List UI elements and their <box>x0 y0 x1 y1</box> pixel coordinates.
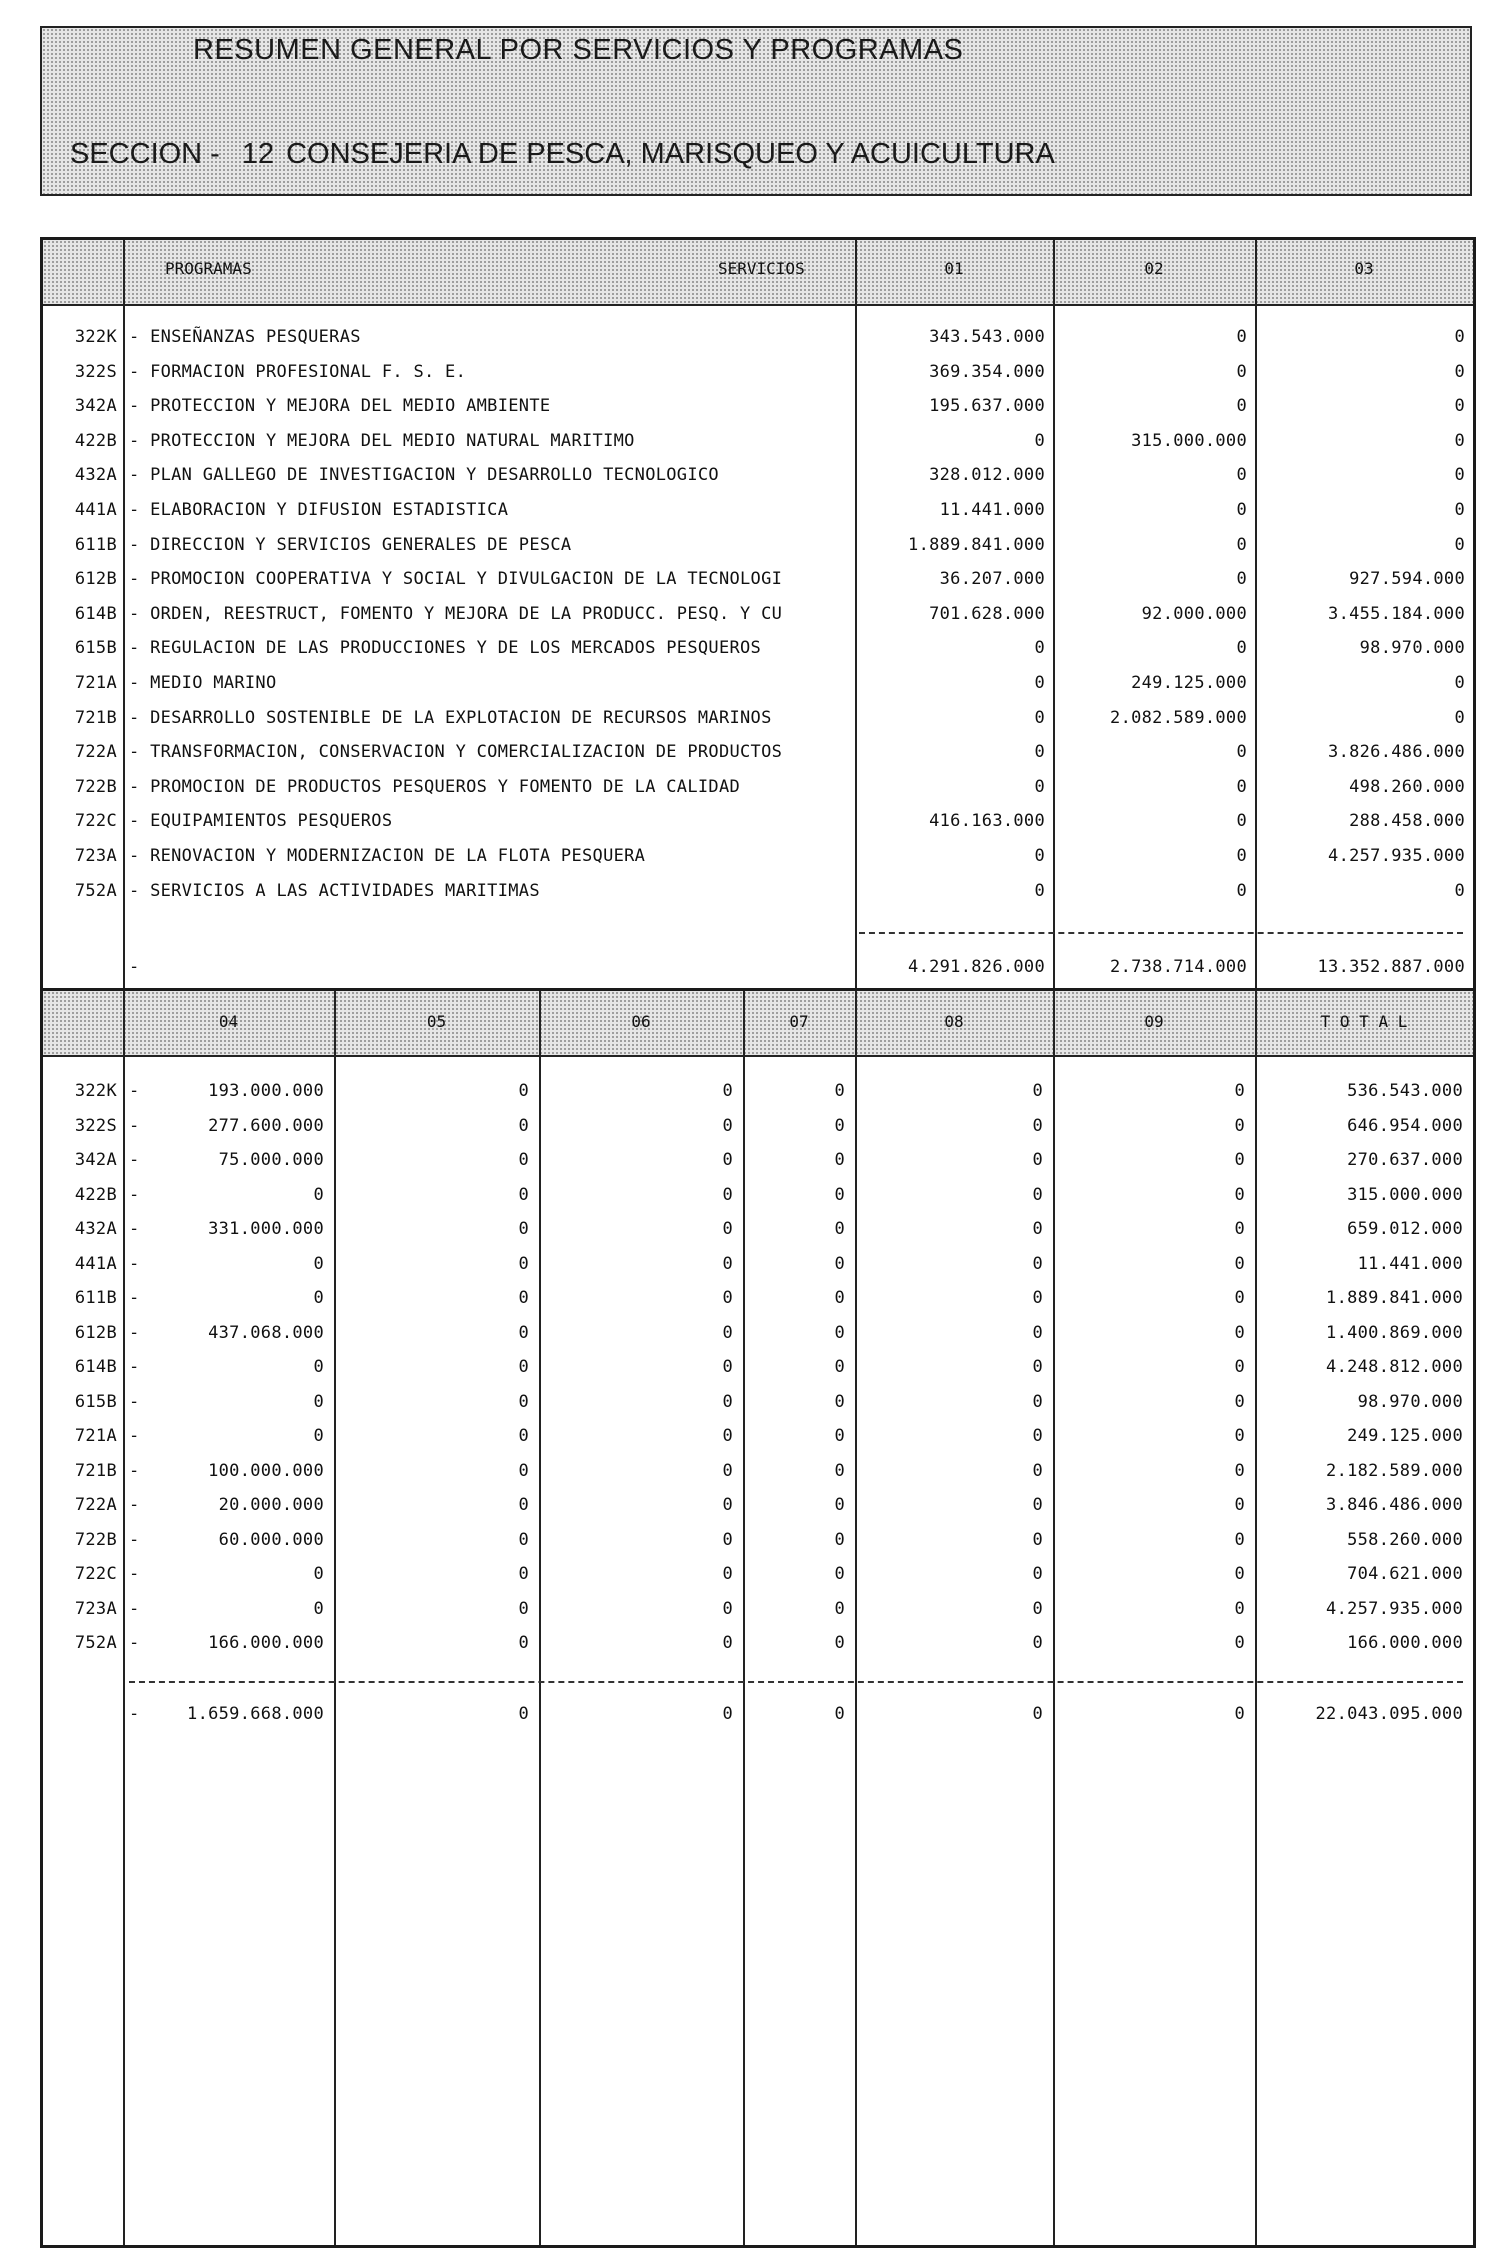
row-value: 0 <box>1234 1495 1245 1515</box>
row-value: 0 <box>1234 1633 1245 1653</box>
row-value: 0 <box>1032 1150 1043 1170</box>
row-value: 0 <box>1032 1460 1043 1481</box>
row-value: 4.257.935.000 <box>1328 846 1465 866</box>
row-dash: - <box>129 1564 140 1584</box>
report-title: RESUMEN GENERAL POR SERVICIOS Y PROGRAMAS <box>193 34 964 66</box>
row-dash: - <box>129 1426 140 1446</box>
row-value: 0 <box>1234 1598 1245 1619</box>
row-value: 0 <box>834 1184 845 1205</box>
row-description: - PROTECCION Y MEJORA DEL MEDIO AMBIENTE <box>129 396 551 417</box>
row-value: 0 <box>518 1357 529 1377</box>
row-value: 0 <box>518 1253 529 1274</box>
row-value: 249.125.000 <box>1131 673 1247 693</box>
total-value: 0 <box>518 1704 529 1724</box>
row-code: 615B <box>74 638 117 659</box>
row-value: 0 <box>1236 811 1247 832</box>
row-value: 11.441.000 <box>939 500 1045 520</box>
total-value: 13.352.887.000 <box>1317 957 1465 977</box>
row-value: 3.455.184.000 <box>1328 603 1465 624</box>
row-value: 0 <box>1236 534 1247 555</box>
row-code: 322K <box>74 327 117 347</box>
row-value: 315.000.000 <box>1131 430 1247 451</box>
row-value: 0 <box>1032 1391 1043 1412</box>
row-value: 0 <box>722 1426 733 1446</box>
row-value: 75.000.000 <box>218 1150 324 1170</box>
total-value: 1.659.668.000 <box>187 1704 324 1724</box>
row-code: 322K <box>74 1081 117 1101</box>
row-value: 0 <box>834 1564 845 1584</box>
header-servicios: SERVICIOS <box>718 259 805 278</box>
row-code: 322S <box>74 1115 117 1136</box>
row-value: 1.889.841.000 <box>908 534 1045 555</box>
row-code: 422B <box>74 1184 117 1205</box>
row-value: 100.000.000 <box>208 1460 324 1481</box>
row-value: 3.846.486.000 <box>1326 1495 1463 1515</box>
row-code: 722B <box>74 776 117 797</box>
row-value: 0 <box>834 1426 845 1446</box>
row-value: 0 <box>1236 846 1247 866</box>
row-value: 0 <box>1034 776 1045 797</box>
row-value: 0 <box>722 1322 733 1343</box>
row-code: 752A <box>74 1633 117 1653</box>
row-value: 0 <box>518 1391 529 1412</box>
row-value: 0 <box>518 1564 529 1584</box>
column-header: T O T A L <box>1320 1012 1408 1031</box>
row-code: 612B <box>74 1322 117 1343</box>
row-value: 0 <box>722 1288 733 1308</box>
row-value: 0 <box>834 1391 845 1412</box>
row-code: 432A <box>74 465 117 486</box>
row-value: 0 <box>834 1288 845 1308</box>
row-dash: - <box>129 1288 140 1308</box>
row-value: 36.207.000 <box>939 569 1045 590</box>
row-value: 0 <box>722 1598 733 1619</box>
row-value: 0 <box>1236 327 1247 347</box>
row-value: 701.628.000 <box>929 603 1045 624</box>
row-dash: - <box>129 1357 140 1377</box>
row-value: 0 <box>518 1081 529 1101</box>
row-value: 0 <box>1236 638 1247 659</box>
row-value: 195.637.000 <box>929 396 1045 417</box>
row-value: 0 <box>518 1219 529 1239</box>
row-value: 249.125.000 <box>1347 1426 1463 1446</box>
row-value: 0 <box>1032 1357 1043 1377</box>
row-dash: - <box>129 1253 140 1274</box>
row-value: 0 <box>722 1357 733 1377</box>
row-value: 646.954.000 <box>1347 1115 1463 1136</box>
row-description: - ORDEN, REESTRUCT, FOMENTO Y MEJORA DE LA PRODUCC. PESQ. Y CU <box>129 603 783 624</box>
row-value: 0 <box>722 1529 733 1550</box>
row-value: 0 <box>518 1184 529 1205</box>
row-value: 0 <box>1236 880 1247 901</box>
row-value: 0 <box>1236 465 1247 486</box>
row-value: 0 <box>1032 1253 1043 1274</box>
column-header: 06 <box>631 1012 651 1031</box>
row-value: 0 <box>518 1150 529 1170</box>
row-dash: - <box>129 1081 140 1101</box>
row-value: 0 <box>518 1598 529 1619</box>
row-value: 498.260.000 <box>1349 776 1465 797</box>
row-value: 4.257.935.000 <box>1326 1598 1463 1619</box>
row-value: 0 <box>834 1495 845 1515</box>
row-value: 0 <box>722 1460 733 1481</box>
row-value: 558.260.000 <box>1347 1529 1463 1550</box>
row-value: 0 <box>1032 1633 1043 1653</box>
row-description: - DESARROLLO SOSTENIBLE DE LA EXPLOTACION DE RECURSOS MARINOS <box>129 707 772 728</box>
row-value: 166.000.000 <box>1347 1633 1463 1653</box>
row-description: - DIRECCION Y SERVICIOS GENERALES DE PESCA <box>129 534 572 555</box>
column-header: 03 <box>1354 259 1374 278</box>
row-value: 0 <box>1454 361 1465 382</box>
row-description: - MEDIO MARINO <box>129 673 277 693</box>
row-value: 0 <box>518 1115 529 1136</box>
total-value: 22.043.095.000 <box>1315 1704 1463 1724</box>
row-value: 0 <box>834 1357 845 1377</box>
row-code: 611B <box>74 1288 117 1308</box>
row-value: 343.543.000 <box>929 327 1045 347</box>
row-value: 0 <box>722 1391 733 1412</box>
row-value: 0 <box>1234 1219 1245 1239</box>
row-description: - SERVICIOS A LAS ACTIVIDADES MARITIMAS <box>129 880 540 901</box>
row-value: 331.000.000 <box>208 1219 324 1239</box>
row-code: 422B <box>74 430 117 451</box>
row-value: 0 <box>1234 1322 1245 1343</box>
column-header: 05 <box>426 1012 447 1031</box>
row-value: 0 <box>1034 638 1045 659</box>
row-value: 0 <box>313 1426 324 1446</box>
row-code: 722C <box>74 811 117 832</box>
row-dash: - <box>129 1460 140 1481</box>
row-value: 416.163.000 <box>929 811 1045 832</box>
row-value: 0 <box>1234 1115 1245 1136</box>
row-value: 0 <box>1034 430 1045 451</box>
row-value: 0 <box>1034 707 1045 728</box>
row-code: 723A <box>74 1598 117 1619</box>
row-code: 721A <box>74 1426 117 1446</box>
column-header: 01 <box>944 259 964 278</box>
row-dash: - <box>129 1115 140 1136</box>
row-value: 0 <box>518 1426 529 1446</box>
row-code: 441A <box>74 1253 117 1274</box>
column-header: 02 <box>1144 259 1164 278</box>
totals-dash: - <box>129 1704 140 1724</box>
row-value: 0 <box>1236 776 1247 797</box>
row-value: 0 <box>1234 1081 1245 1101</box>
row-value: 0 <box>1454 465 1465 486</box>
row-value: 536.543.000 <box>1347 1081 1463 1101</box>
row-value: 0 <box>1032 1081 1043 1101</box>
row-value: 0 <box>1454 673 1465 693</box>
row-value: 0 <box>1032 1495 1043 1515</box>
row-value: 0 <box>834 1460 845 1481</box>
row-code: 721B <box>74 707 117 728</box>
row-value: 166.000.000 <box>208 1633 324 1653</box>
row-value: 927.594.000 <box>1349 569 1465 590</box>
row-value: 0 <box>834 1081 845 1101</box>
row-description: - RENOVACION Y MODERNIZACION DE LA FLOTA PESQUERA <box>129 846 646 866</box>
row-code: 342A <box>74 396 117 417</box>
row-value: 0 <box>1234 1426 1245 1446</box>
row-value: 0 <box>1234 1529 1245 1550</box>
row-value: 0 <box>1236 569 1247 590</box>
row-code: 722C <box>74 1564 117 1584</box>
row-code: 432A <box>74 1219 117 1239</box>
row-dash: - <box>129 1633 140 1653</box>
row-value: 328.012.000 <box>929 465 1045 486</box>
row-dash: - <box>129 1598 140 1619</box>
row-value: 98.970.000 <box>1359 638 1465 659</box>
row-code: 723A <box>74 846 117 866</box>
row-value: 1.400.869.000 <box>1326 1322 1463 1343</box>
row-value: 0 <box>1234 1184 1245 1205</box>
row-value: 0 <box>1034 673 1045 693</box>
row-value: 0 <box>1032 1115 1043 1136</box>
row-code: 722A <box>74 742 117 763</box>
row-value: 0 <box>1032 1288 1043 1308</box>
row-value: 0 <box>1032 1322 1043 1343</box>
row-description: - PROTECCION Y MEJORA DEL MEDIO NATURAL MARITIMO <box>129 430 635 451</box>
row-value: 92.000.000 <box>1141 603 1247 624</box>
section-number: 12 <box>241 138 275 170</box>
total-value: 0 <box>722 1704 733 1724</box>
row-value: 704.621.000 <box>1347 1564 1463 1584</box>
row-value: 0 <box>518 1633 529 1653</box>
column-header: 08 <box>944 1012 964 1031</box>
row-value: 315.000.000 <box>1347 1184 1463 1205</box>
row-code: 614B <box>74 1357 117 1377</box>
row-value: 0 <box>834 1598 845 1619</box>
row-description: - EQUIPAMIENTOS PESQUEROS <box>129 811 393 832</box>
services-table-bottom <box>40 988 1476 2248</box>
section-line <box>70 138 1077 171</box>
row-value: 659.012.000 <box>1347 1219 1463 1239</box>
row-value: 0 <box>722 1219 733 1239</box>
row-value: 0 <box>722 1081 733 1101</box>
totals-separator <box>859 932 1463 934</box>
total-value: 2.738.714.000 <box>1110 957 1247 977</box>
row-value: 2.182.589.000 <box>1326 1460 1463 1481</box>
section-label: SECCION - <box>70 138 220 170</box>
row-value: 0 <box>1032 1598 1043 1619</box>
row-value: 0 <box>518 1495 529 1515</box>
row-value: 0 <box>518 1460 529 1481</box>
row-value: 60.000.000 <box>218 1529 324 1550</box>
row-value: 0 <box>313 1184 324 1205</box>
row-value: 0 <box>1234 1391 1245 1412</box>
row-value: 193.000.000 <box>208 1081 324 1101</box>
row-value: 0 <box>722 1115 733 1136</box>
row-value: 0 <box>1034 880 1045 901</box>
row-value: 20.000.000 <box>218 1495 324 1515</box>
row-code: 722A <box>74 1495 117 1515</box>
row-value: 0 <box>834 1219 845 1239</box>
row-code: 752A <box>74 880 117 901</box>
row-dash: - <box>129 1322 140 1343</box>
row-value: 0 <box>1454 396 1465 417</box>
row-value: 270.637.000 <box>1347 1150 1463 1170</box>
row-value: 369.354.000 <box>929 361 1045 382</box>
row-value: 0 <box>1454 534 1465 555</box>
row-value: 0 <box>1454 500 1465 520</box>
row-value: 0 <box>1034 742 1045 763</box>
row-description: - PROMOCION COOPERATIVA Y SOCIAL Y DIVULGACION DE LA TECNOLOGI <box>129 569 783 590</box>
row-dash: - <box>129 1184 140 1205</box>
row-value: 0 <box>1236 396 1247 417</box>
row-value: 0 <box>1234 1253 1245 1274</box>
row-value: 98.970.000 <box>1357 1391 1463 1412</box>
row-value: 0 <box>313 1391 324 1412</box>
row-value: 0 <box>1454 430 1465 451</box>
row-dash: - <box>129 1150 140 1170</box>
row-value: 0 <box>722 1564 733 1584</box>
row-description: - FORMACION PROFESIONAL F. S. E. <box>129 361 467 382</box>
row-value: 0 <box>1234 1357 1245 1377</box>
row-value: 0 <box>313 1288 324 1308</box>
row-value: 0 <box>1032 1184 1043 1205</box>
total-value: 0 <box>1032 1704 1043 1724</box>
row-value: 0 <box>1236 500 1247 520</box>
row-value: 0 <box>834 1633 845 1653</box>
row-value: 1.889.841.000 <box>1326 1288 1463 1308</box>
row-dash: - <box>129 1529 140 1550</box>
row-value: 277.600.000 <box>208 1115 324 1136</box>
row-value: 0 <box>1454 880 1465 901</box>
row-code: 721A <box>74 673 117 693</box>
row-code: 721B <box>74 1460 117 1481</box>
column-header: 04 <box>218 1012 239 1031</box>
row-dash: - <box>129 1495 140 1515</box>
row-value: 0 <box>1032 1529 1043 1550</box>
row-value: 0 <box>1034 846 1045 866</box>
column-header: 07 <box>789 1012 809 1031</box>
row-value: 0 <box>722 1150 733 1170</box>
row-value: 0 <box>313 1564 324 1584</box>
header-programas: PROGRAMAS <box>165 259 252 278</box>
column-divider <box>123 240 125 988</box>
row-value: 0 <box>722 1495 733 1515</box>
row-code: 322S <box>74 361 117 382</box>
row-dash: - <box>129 1219 140 1239</box>
row-description: - ENSEÑANZAS PESQUERAS <box>129 327 361 347</box>
row-dash: - <box>129 1391 140 1412</box>
section-name: CONSEJERIA DE PESCA, MARISQUEO Y ACUICULTURA <box>286 138 1055 170</box>
row-code: 441A <box>74 500 117 520</box>
total-value: 0 <box>834 1704 845 1724</box>
row-code: 615B <box>74 1391 117 1412</box>
row-value: 0 <box>1236 361 1247 382</box>
row-value: 2.082.589.000 <box>1110 707 1247 728</box>
row-value: 3.826.486.000 <box>1328 742 1465 763</box>
row-value: 0 <box>1032 1564 1043 1584</box>
row-value: 0 <box>1032 1426 1043 1446</box>
row-value: 288.458.000 <box>1349 811 1465 832</box>
row-value: 437.068.000 <box>208 1322 324 1343</box>
row-description: - REGULACION DE LAS PRODUCCIONES Y DE LOS MERCADOS PESQUEROS <box>129 638 762 659</box>
row-value: 0 <box>722 1633 733 1653</box>
row-value: 0 <box>722 1184 733 1205</box>
row-value: 0 <box>1032 1219 1043 1239</box>
row-description: - ELABORACION Y DIFUSION ESTADISTICA <box>129 500 509 520</box>
row-value: 0 <box>1454 327 1465 347</box>
row-value: 0 <box>834 1150 845 1170</box>
row-value: 0 <box>313 1253 324 1274</box>
row-value: 0 <box>1234 1288 1245 1308</box>
row-value: 0 <box>722 1253 733 1274</box>
row-value: 0 <box>518 1529 529 1550</box>
row-value: 0 <box>313 1357 324 1377</box>
row-value: 0 <box>1454 707 1465 728</box>
total-value: 4.291.826.000 <box>908 957 1045 977</box>
row-value: 0 <box>1234 1564 1245 1584</box>
row-description: - PLAN GALLEGO DE INVESTIGACION Y DESARROLLO TECNOLOGICO <box>129 465 719 486</box>
row-value: 0 <box>1236 742 1247 763</box>
row-code: 614B <box>74 603 117 624</box>
total-value: 0 <box>1234 1704 1245 1724</box>
row-code: 722B <box>74 1529 117 1550</box>
row-description: - PROMOCION DE PRODUCTOS PESQUEROS Y FOMENTO DE LA CALIDAD <box>129 776 741 797</box>
services-table-top <box>40 237 1476 991</box>
row-value: 4.248.812.000 <box>1326 1357 1463 1377</box>
row-value: 0 <box>518 1288 529 1308</box>
row-value: 0 <box>1234 1460 1245 1481</box>
row-code: 611B <box>74 534 117 555</box>
row-value: 0 <box>834 1529 845 1550</box>
row-value: 0 <box>834 1115 845 1136</box>
row-description: - TRANSFORMACION, CONSERVACION Y COMERCIALIZACION DE PRODUCTOS <box>129 742 783 763</box>
row-value: 0 <box>834 1253 845 1274</box>
row-value: 0 <box>518 1322 529 1343</box>
row-code: 342A <box>74 1150 117 1170</box>
row-value: 0 <box>1234 1150 1245 1170</box>
row-value: 0 <box>313 1598 324 1619</box>
row-code: 612B <box>74 569 117 590</box>
column-header: 09 <box>1144 1012 1164 1031</box>
totals-separator <box>129 1681 1463 1683</box>
row-value: 0 <box>834 1322 845 1343</box>
row-value: 11.441.000 <box>1357 1253 1463 1274</box>
totals-dash: - <box>129 957 140 977</box>
